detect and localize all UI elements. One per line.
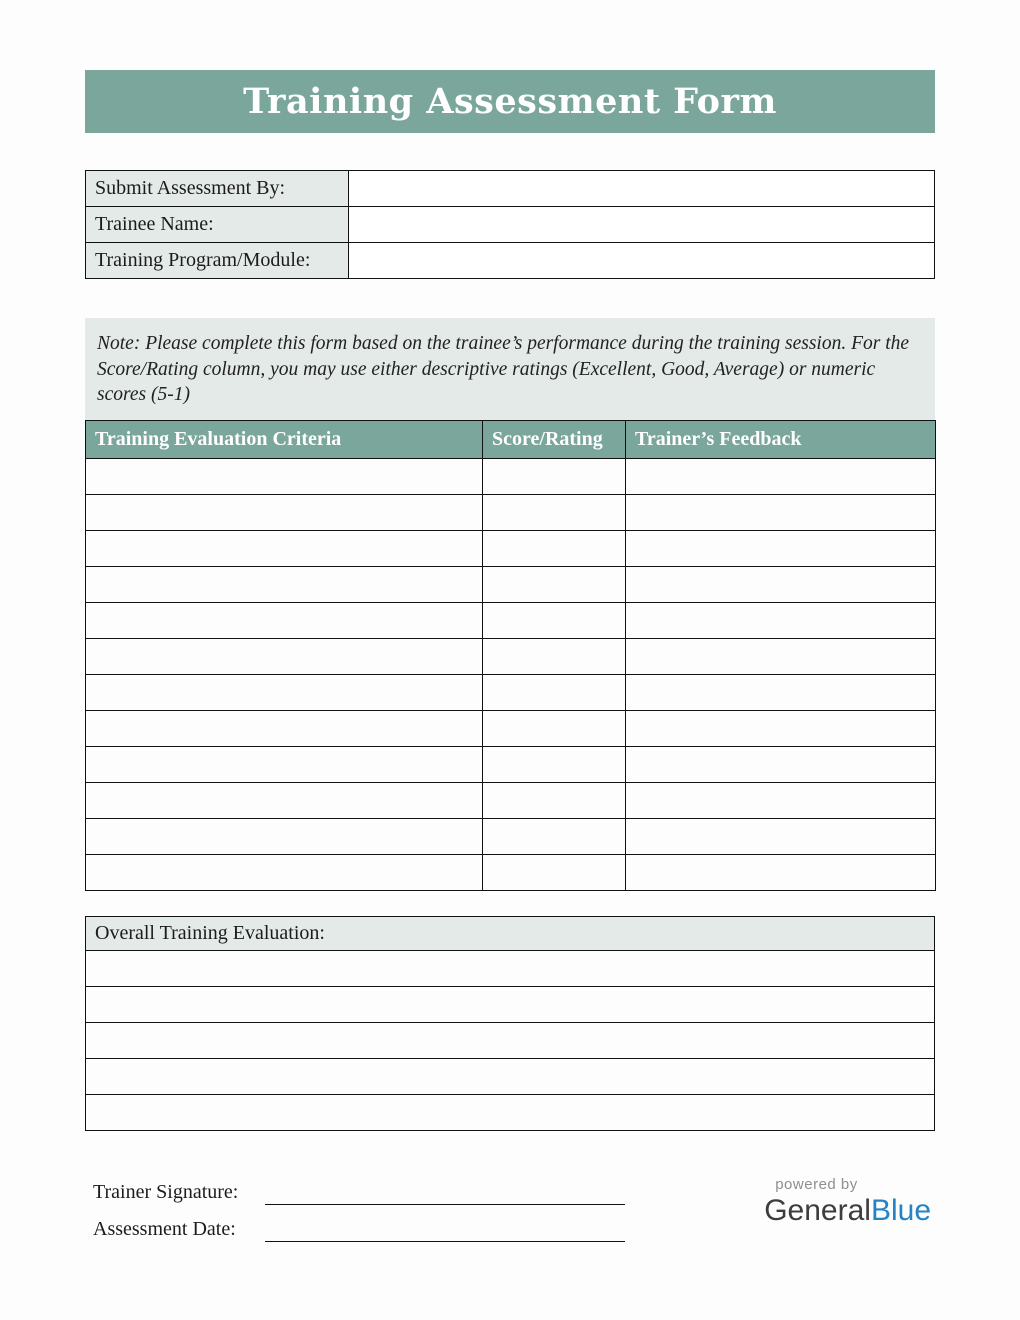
feedback-cell[interactable] [626,567,936,603]
submit-assessment-by-field[interactable] [349,171,935,207]
instructions-note: Note: Please complete this form based on the trainee’s performance during the training session. For the Score/Rating column, you may use either descriptive ratings (Excellent, Good, Average) or numeric scores (5-1) [85,318,935,420]
evaluation-section [85,318,935,891]
column-header-criteria: Training Evaluation Criteria [86,421,483,459]
footer [85,1168,935,1278]
info-table [85,170,935,279]
overall-evaluation-table [85,916,935,1131]
info-row-trainee-name [86,207,935,243]
feedback-cell[interactable] [626,531,936,567]
brand-name-general: General [764,1194,871,1227]
info-row-training-program [86,243,935,279]
overall-evaluation-row [86,1059,935,1095]
criteria-cell[interactable] [86,495,483,531]
evaluation-row [86,747,936,783]
training-program-field[interactable] [349,243,935,279]
score-rating-cell[interactable] [483,855,626,891]
feedback-cell[interactable] [626,855,936,891]
evaluation-row [86,711,936,747]
column-header-trainers-feedback: Trainer’s Feedback [626,421,936,459]
assessment-date-field[interactable] [265,1212,625,1242]
assessment-date-label: Assessment Date: [93,1218,236,1240]
brand-name-blue: Blue [870,1194,931,1227]
feedback-cell[interactable] [626,711,936,747]
trainee-name-field[interactable] [349,207,935,243]
overall-evaluation-line[interactable] [86,1095,935,1131]
evaluation-row [86,495,936,531]
score-rating-cell[interactable] [483,747,626,783]
trainer-signature-label: Trainer Signature: [93,1181,239,1203]
evaluation-row [86,603,936,639]
feedback-cell[interactable] [626,639,936,675]
info-row-submit-by [86,171,935,207]
evaluation-row [86,567,936,603]
evaluation-row [86,855,936,891]
powered-by-text: powered by [775,1176,858,1193]
overall-evaluation-section [85,916,935,1131]
evaluation-row [86,459,936,495]
overall-evaluation-row [86,987,935,1023]
score-rating-cell[interactable] [483,639,626,675]
criteria-cell[interactable] [86,783,483,819]
evaluation-row [86,639,936,675]
submit-assessment-by-label: Submit Assessment By: [86,171,349,207]
criteria-cell[interactable] [86,603,483,639]
overall-evaluation-line[interactable] [86,1059,935,1095]
overall-evaluation-lines [86,951,935,1131]
criteria-cell[interactable] [86,819,483,855]
score-rating-cell[interactable] [483,819,626,855]
criteria-cell[interactable] [86,747,483,783]
criteria-cell[interactable] [86,531,483,567]
training-program-label: Training Program/Module: [86,243,349,279]
evaluation-row [86,531,936,567]
column-header-score-rating: Score/Rating [483,421,626,459]
evaluation-row [86,783,936,819]
evaluation-row [86,675,936,711]
criteria-cell[interactable] [86,567,483,603]
score-rating-cell[interactable] [483,531,626,567]
evaluation-table [85,420,936,891]
trainer-signature-field[interactable] [265,1175,625,1205]
page-title: Training Assessment Form [243,81,777,122]
overall-evaluation-line[interactable] [86,951,935,987]
trainee-name-label: Trainee Name: [86,207,349,243]
criteria-cell[interactable] [86,459,483,495]
score-rating-cell[interactable] [483,783,626,819]
feedback-cell[interactable] [626,603,936,639]
evaluation-table-body [86,459,936,891]
general-blue-logo [764,1176,931,1227]
score-rating-cell[interactable] [483,495,626,531]
title-banner [85,70,935,133]
overall-evaluation-row [86,951,935,987]
feedback-cell[interactable] [626,675,936,711]
feedback-cell[interactable] [626,459,936,495]
criteria-cell[interactable] [86,855,483,891]
feedback-cell[interactable] [626,819,936,855]
score-rating-cell[interactable] [483,711,626,747]
criteria-cell[interactable] [86,675,483,711]
brand-name [764,1194,931,1227]
score-rating-cell[interactable] [483,567,626,603]
feedback-cell[interactable] [626,747,936,783]
criteria-cell[interactable] [86,639,483,675]
overall-evaluation-row [86,1095,935,1131]
score-rating-cell[interactable] [483,603,626,639]
score-rating-cell[interactable] [483,675,626,711]
feedback-cell[interactable] [626,783,936,819]
overall-evaluation-row [86,1023,935,1059]
score-rating-cell[interactable] [483,459,626,495]
evaluation-table-header-row [86,421,936,459]
overall-evaluation-label: Overall Training Evaluation: [86,917,935,951]
overall-evaluation-header-row [86,917,935,951]
evaluation-row [86,819,936,855]
overall-evaluation-line[interactable] [86,987,935,1023]
feedback-cell[interactable] [626,495,936,531]
criteria-cell[interactable] [86,711,483,747]
info-section [85,170,935,279]
overall-evaluation-line[interactable] [86,1023,935,1059]
